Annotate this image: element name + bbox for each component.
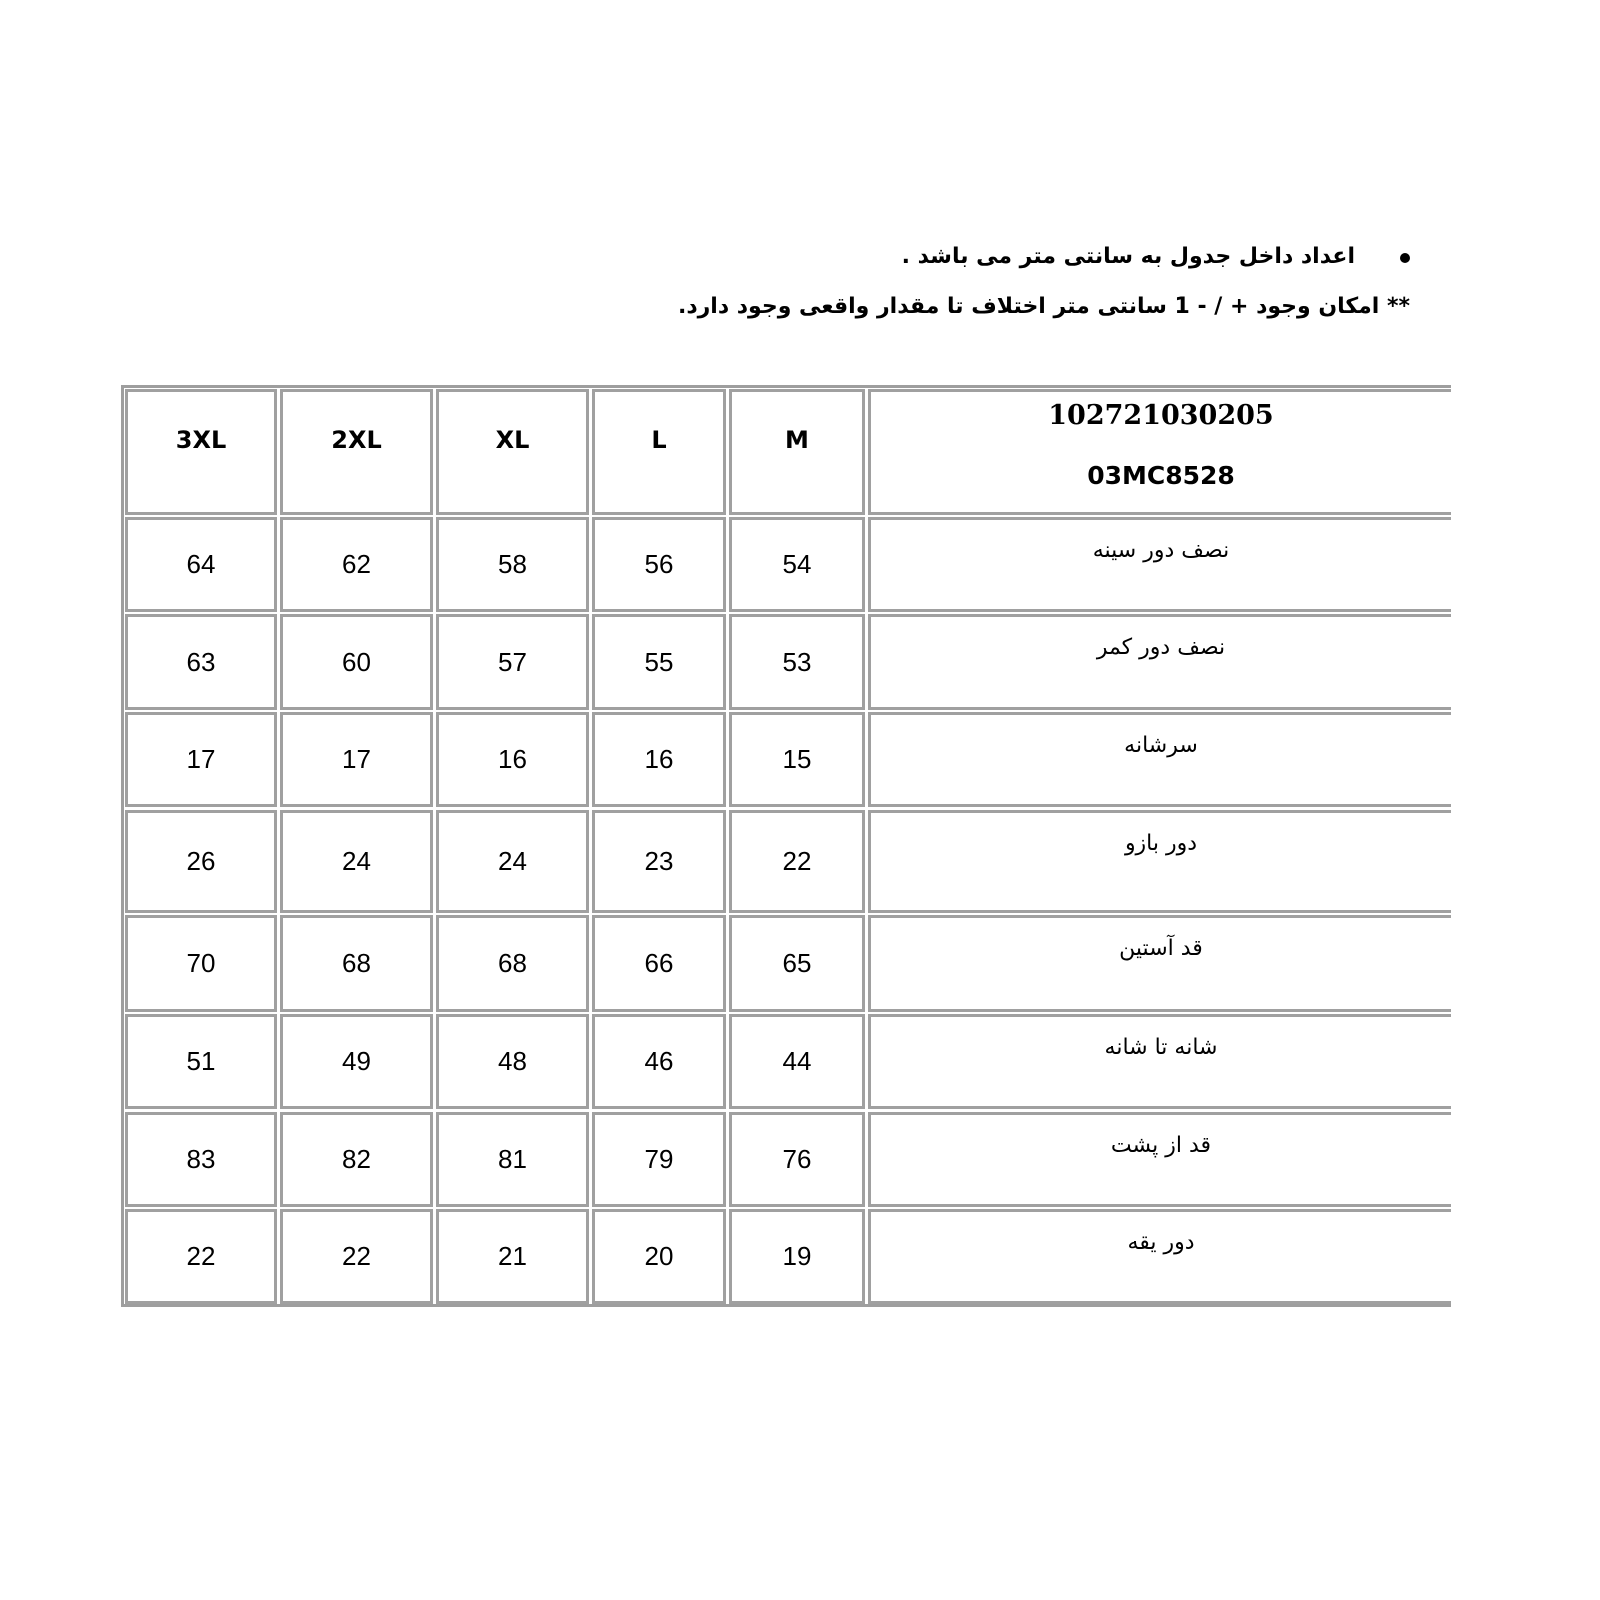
table-cell [592,1112,726,1207]
table-cell [280,1209,433,1304]
measurement-value: 82 [342,1144,371,1174]
tolerance-note: ** امکان وجود + / - 1 سانتی متر اختلاف تا مقدار واقعی وجود دارد. [677,294,1410,319]
measurement-label: دور بازو [1124,831,1198,856]
row-label-cell [868,614,1451,710]
table-cell [125,1014,277,1109]
measurement-value: 58 [498,549,527,579]
table-cell [280,1112,433,1207]
measurement-value: 21 [498,1241,527,1271]
table-cell [436,1209,589,1304]
table-cell [280,517,433,612]
table-cell [125,712,277,807]
measurement-value: 70 [186,948,216,978]
measurement-value: 19 [782,1241,812,1271]
row-label-cell [868,810,1451,913]
table-cell [436,1112,589,1207]
size-header-label: M [785,426,809,454]
measurement-value: 49 [342,1046,371,1076]
measurement-value: 17 [186,744,216,774]
table-cell [729,1209,865,1304]
product-code: 03MC8528 [1087,461,1235,490]
table-cell [280,810,433,913]
row-label-cell [868,712,1451,807]
units-note: اعداد داخل جدول به سانتی متر می باشد . [901,244,1355,269]
table-cell [125,810,277,913]
measurement-value: 48 [498,1046,527,1076]
table-cell [280,1014,433,1109]
row-label-cell [868,1112,1451,1207]
table-cell [592,1209,726,1304]
table-cell [592,517,726,612]
size-header-cell [280,389,433,515]
measurement-value: 20 [644,1241,674,1271]
table-cell [125,1209,277,1304]
measurement-value: 16 [644,744,674,774]
product-id: 102721030205 [1048,400,1274,431]
table-cell [729,712,865,807]
product-id-cell [868,389,1451,515]
table-cell [280,915,433,1012]
measurement-value: 68 [342,948,371,978]
table-cell [729,915,865,1012]
size-header-cell [436,389,589,515]
measurement-label: قد از پشت [1110,1133,1212,1158]
measurement-label: نصف دور سینه [1092,538,1230,563]
measurement-value: 22 [782,846,812,876]
measurement-value: 76 [782,1144,812,1174]
measurement-label: نصف دور کمر [1096,635,1226,660]
measurement-label: دور یقه [1127,1230,1195,1255]
table-cell [436,810,589,913]
measurement-value: 16 [498,744,527,774]
measurement-value: 44 [782,1046,812,1076]
table-cell [125,915,277,1012]
measurement-value: 83 [186,1144,216,1174]
measurement-value: 60 [342,646,371,677]
row-label-cell [868,915,1451,1012]
measurement-value: 57 [498,646,527,677]
measurement-label: شانه تا شانه [1104,1035,1218,1060]
measurement-value: 79 [644,1144,674,1174]
table-cell [592,1014,726,1109]
table-cell [592,712,726,807]
measurement-value: 15 [782,744,812,774]
measurement-value: 56 [644,549,674,579]
table-cell [592,810,726,913]
table-cell [280,614,433,710]
size-header-label: 3XL [175,426,227,454]
table-cell [436,915,589,1012]
measurement-value: 46 [644,1046,674,1076]
table-cell [729,1014,865,1109]
measurement-value: 23 [644,846,674,876]
table-cell [436,1014,589,1109]
size-header-label: 2XL [331,426,382,454]
table-cell [436,517,589,612]
table-cell [592,915,726,1012]
table-cell [436,712,589,807]
measurement-value: 26 [186,846,216,876]
measurement-value: 55 [644,646,674,677]
table-cell [729,810,865,913]
measurement-value: 24 [498,846,527,876]
measurement-value: 64 [186,549,216,579]
size-header-cell [592,389,726,515]
measurement-value: 63 [186,646,216,677]
measurement-value: 68 [498,948,527,978]
measurement-value: 66 [644,948,674,978]
size-header-label: L [651,426,667,454]
table-cell [436,614,589,710]
table-cell [729,517,865,612]
table-cell [125,517,277,612]
table-cell [125,1112,277,1207]
table-cell [592,614,726,710]
measurement-value: 62 [342,549,371,579]
size-header-cell [729,389,865,515]
measurement-value: 22 [186,1241,216,1271]
measurement-label: قد آستین [1119,936,1203,961]
bullet-icon [1400,253,1410,263]
table-cell [729,614,865,710]
row-label-cell [868,517,1451,612]
measurement-value: 54 [782,549,812,579]
table-cell [125,614,277,710]
measurement-value: 65 [782,948,812,978]
measurement-value: 24 [342,846,371,876]
measurement-label: سرشانه [1124,733,1198,758]
size-header-label: XL [495,426,530,454]
measurement-value: 17 [342,744,371,774]
row-label-cell [868,1014,1451,1109]
size-header-cell [125,389,277,515]
measurement-value: 53 [782,646,812,677]
measurement-value: 51 [186,1046,216,1076]
table-cell [280,712,433,807]
row-label-cell [868,1209,1451,1304]
measurement-value: 22 [342,1241,371,1271]
table-cell [729,1112,865,1207]
measurement-value: 81 [498,1144,527,1174]
